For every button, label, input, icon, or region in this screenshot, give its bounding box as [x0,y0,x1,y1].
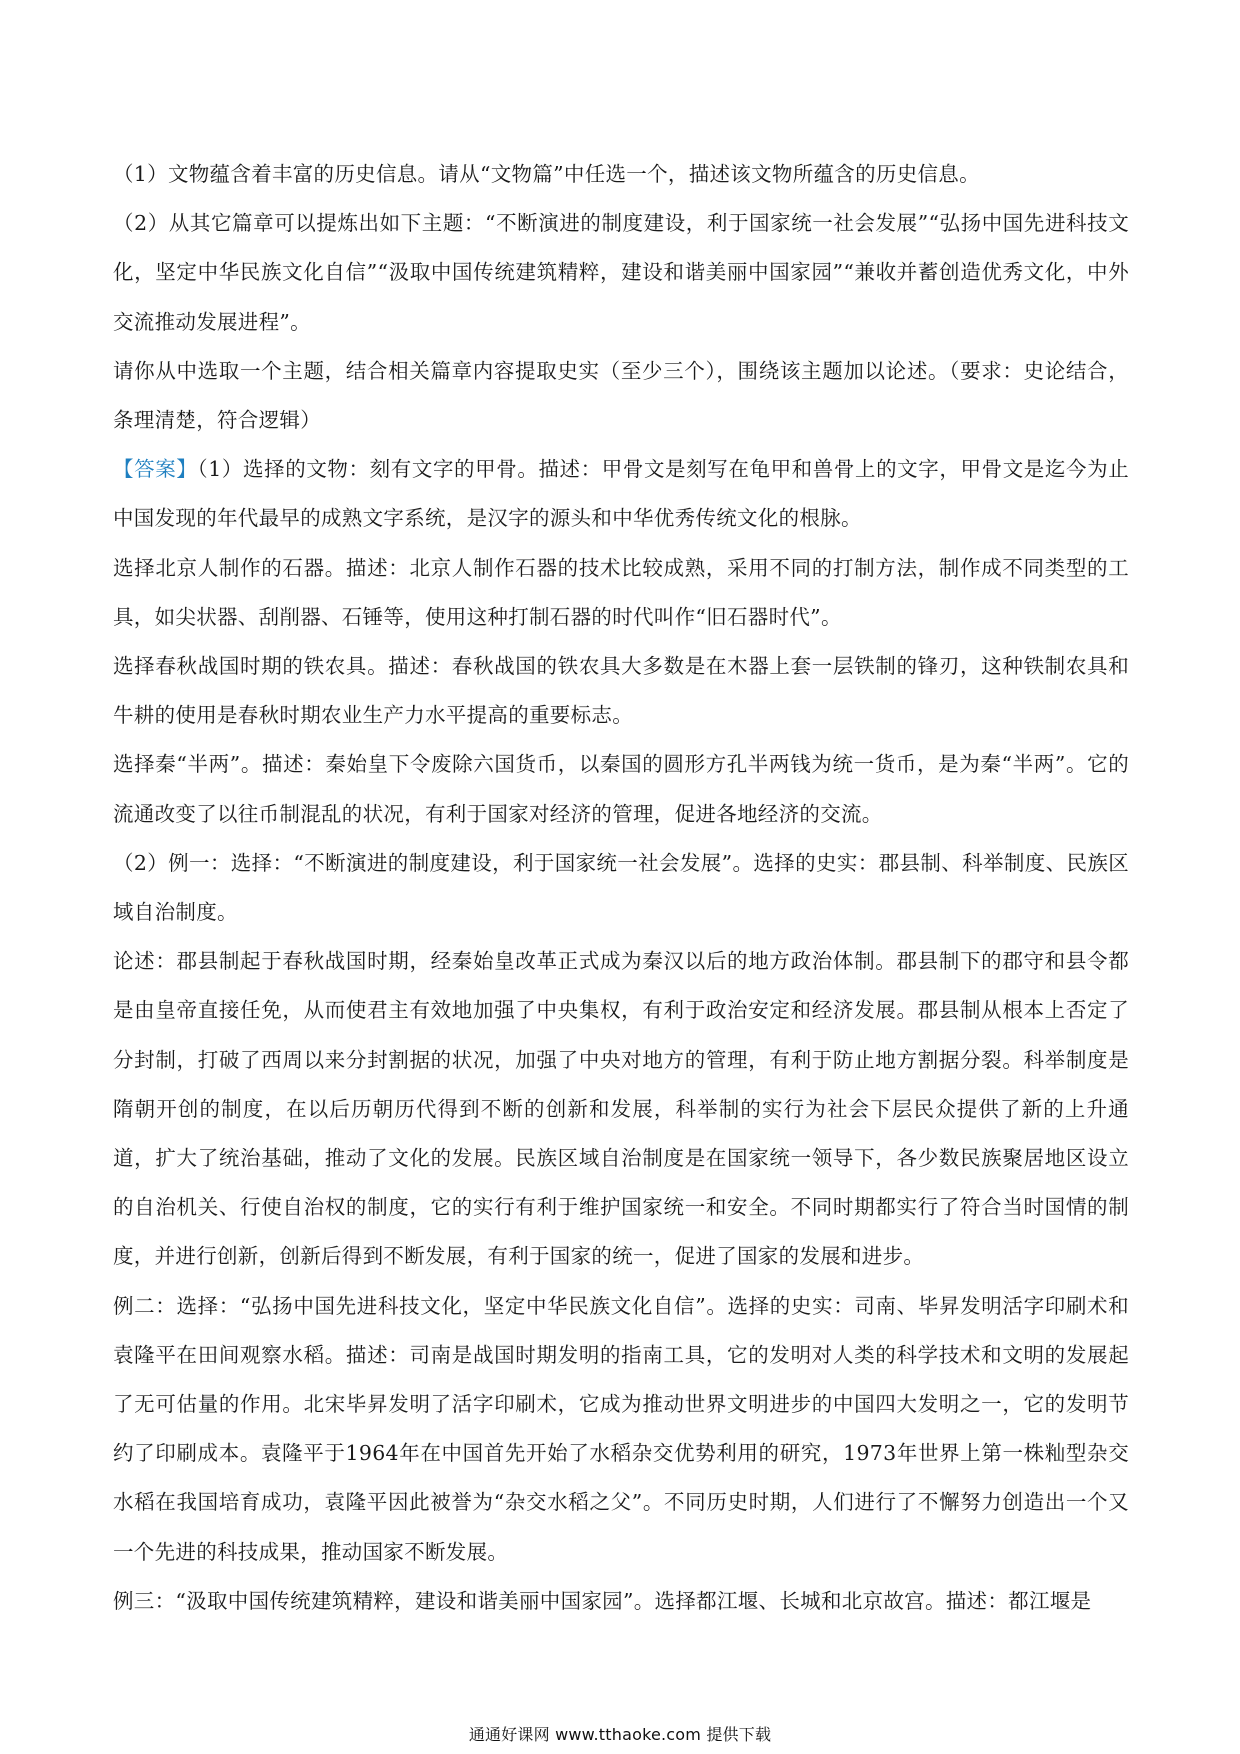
answer-1-oracle-text: （1）选择的文物：刻有文字的甲骨。描述：甲骨文是刻写在龟甲和兽骨上的文字，甲骨文是迄今为止中国发现的年代最早的成熟文字系统，是汉字的源头和中华优秀传统文化的根脉。 [113,457,1130,531]
answer-2-example-3: 例三：“汲取中国传统建筑精粹，建设和谐美丽中国家园”。选择都江堰、长城和北京故宫。描述：都江堰是 [113,1588,1092,1613]
answer-1-banliang-coin: 选择秦“半两”。描述：秦始皇下令废除六国货币，以秦国的圆形方孔半两钱为统一货币，是为秦“半两”。它的流通改变了以往币制混乱的状况，有利于国家对经济的管理，促进各地经济的交流。 [113,752,1129,826]
question-2: （2）从其它篇章可以提炼出如下主题：“不断演进的制度建设，利于国家统一社会发展”“弘扬中国先进科技文化，坚定中华民族文化自信”“汲取中国传统建筑精粹，建设和谐美丽中国家园”“兼收并蓄创造优秀文化，中外交流推动发展进程”。 [113,211,1129,334]
answer-2-example-1-discussion: 论述：郡县制起于春秋战国时期，经秦始皇改革正式成为秦汉以后的地方政治体制。郡县制下的郡守和县令都是由皇帝直接任免，从而使君主有效地加强了中央集权，有利于政治安定和经济发展。郡县制从根本上否定了分封制，打破了西周以来分封割据的状况，加强了中央对地方的管理，有利于防止地方割据分裂。科举制度是隋朝开创的制度，在以后历朝历代得到不断的创新和发展，科举制的实行为社会下层民众提供了新的上升通道，扩大了统治基础，推动了文化的发展。民族区域自治制度是在国家统一领导下，各少数民族聚居地区设立的自治机关、行使自治权的制度，它的实行有利于维护国家统一和安全。不同时期都实行了符合当时国情的制度，并进行创新，创新后得到不断发展，有利于国家的统一，促进了国家的发展和进步。 [113,949,1129,1269]
question-instruction: 请你从中选取一个主题，结合相关篇章内容提取史实（至少三个），围绕该主题加以论述。（要求：史论结合，条理清楚，符合逻辑） [113,358,1129,433]
answer-tag: 【答案】 [113,457,198,482]
page-footer: 通通好课网 www.tthaoke.com 提供下载 [468,1725,772,1744]
question-1: （1）文物蕴含着丰富的历史信息。请从“文物篇”中任选一个，描述该文物所蕴含的历史信息。 [113,162,980,186]
answer-1-stone-tools: 选择北京人制作的石器。描述：北京人制作石器的技术比较成熟，采用不同的打制方法，制作成不同类型的工具，如尖状器、刮削器、石锤等，使用这种打制石器的时代叫作“旧石器时代”。 [113,555,1129,629]
answer-2-example-2: 例二：选择：“弘扬中国先进科技文化，坚定中华民族文化自信”。选择的史实：司南、毕昇发明活字印刷术和袁隆平在田间观察水稻。描述：司南是战国时期发明的指南工具，它的发明对人类的科学技术和文明的发展起了无可估量的作用。北宋毕昇发明了活字印刷术，它成为推动世界文明进步的中国四大发明之一，它的发明节约了印刷成本。袁隆平于1964年在中国首先开始了水稻杂交优势利用的研究，1973年世界上第一株籼型杂交水稻在我国培育成功，袁隆平因此被誉为“杂交水稻之父”。不同历史时期，人们进行了不懈努力创造出一个又一个先进的科技成果，推动国家不断发展。 [113,1293,1129,1564]
page-content [113,150,1129,1626]
answer-2-example-1: （2）例一：选择：“不断演进的制度建设，利于国家统一社会发展”。选择的史实：郡县制、科举制度、民族区域自治制度。 [113,850,1129,925]
answer-1-iron-tools: 选择春秋战国时期的铁农具。描述：春秋战国的铁农具大多数是在木器上套一层铁制的锋刃，这种铁制农具和牛耕的使用是春秋时期农业生产力水平提高的重要标志。 [113,654,1129,728]
answer-1-oracle-bone [113,445,1129,543]
